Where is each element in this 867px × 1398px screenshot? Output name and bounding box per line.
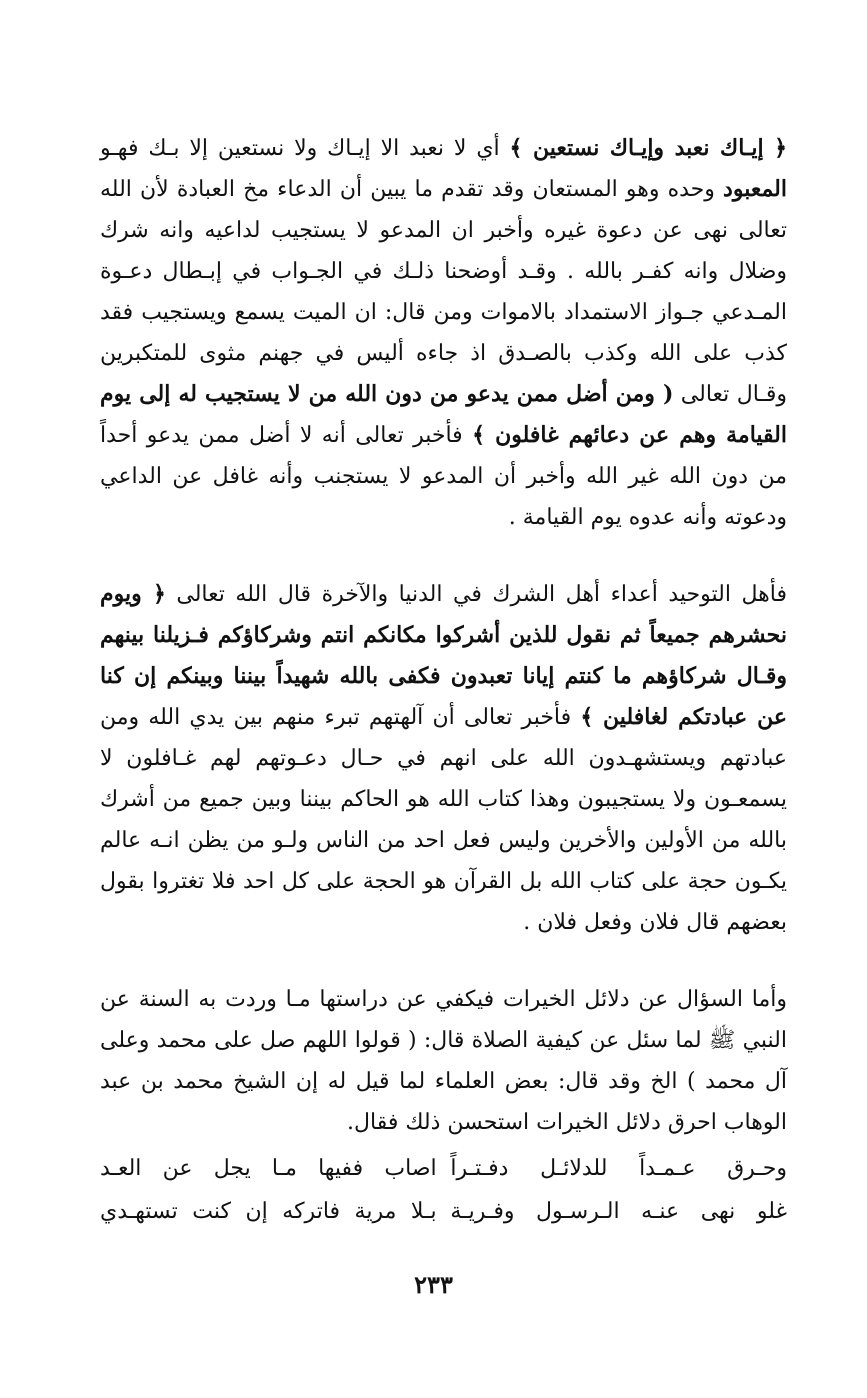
page-number: ٢٣٣: [414, 1270, 453, 1299]
paragraph-3: [100, 979, 787, 1143]
poem-verse: [100, 1190, 787, 1233]
text-span: وأما السؤال عن دلائل الخيرات فيكفي عن دراستها مـا وردت به السنة عن النبي ﷺ لما سئل عن كيفية الصلاة قال: ( قولوا اللهم صل على محمد وعلى آل محمد ) الخ وقد قال: بعض العلماء لما قيل له إن الشيخ محمد بن عبد الوهاب احرق دلائل الخيرات استحسن ذلك فقال.: [100, 987, 787, 1135]
poem-verse: [100, 1147, 787, 1190]
paragraph-2: [100, 574, 787, 943]
verse-first-hemistich: غلو نهى عنـه الـرسـول وفـريـة: [450, 1199, 787, 1224]
quran-quote: ( ومن أضل ممن يدعو من دون الله من لا يستجيب له إلى يوم القيامة وهم عن دعائهم غافلون ﴾: [100, 381, 788, 448]
text-span: فأخبر تعالى أنه لا أضل ممن يدعو أحداً من دون الله غير الله وأخبر أن المدعو لا يستجنب وأنه غافل عن الداعي ودعوته وأنه عدوه يوم القيامة .: [100, 423, 787, 530]
text-span: أي لا نعبد الا إيـاك ولا نستعين إلا بـك فهـو: [100, 136, 510, 161]
verse-second-hemistich: اصاب ففيها مـا يجل عن العـد: [100, 1156, 437, 1181]
paragraph-1: [100, 128, 787, 538]
poem: [100, 1147, 787, 1233]
quran-quote: ﴿ إيـاك نعبد وإيـاك نستعين ﴾: [509, 135, 788, 161]
text-span: وحده وهو المستعان وقد تقدم ما يبين أن الدعاء مخ العبادة لأن الله تعالى نهى عن دعوة غيره وأخبر ان المدعو لا يستجيب لداعيه وانه شرك وضلال وانه كفـر بالله . وقـد أوضحنا ذلـك في الجـواب في إبـطال دعـوة المـدعي جـواز الاستمداد بالاموات ومن قال: ان الميت يسمع ويستجيب فقد كذب على الله وكذب بالصـدق اذ جاءه أليس في جهنم مثوى للمتكبرين وقـال تعالى: [100, 177, 787, 407]
bold-term: المعبود: [723, 176, 787, 202]
quran-quote: ﴿ ويوم نحشرهم جميعاً ثم نقول للذين أشركوا مكانكم انتم وشركاؤكم فـزيلنا بينهم وقـال شركاؤهم ما كنتم إيانا تعبدون فكفى بالله شهيداً بيننا وبينكم إن كنا عن عبادتكم لغافلين ﴾: [100, 581, 787, 730]
text-span: فأهل التوحيد أعداء أهل الشرك في الدنيا والآخرة قال الله تعالى: [165, 582, 787, 607]
verse-first-hemistich: وحـرق عـمـداً للدلائـل دفـتـراً: [450, 1156, 787, 1181]
verse-second-hemistich: بـلا مرية فاتركه إن كنت تستهـدي: [100, 1199, 437, 1224]
text-span: فأخبر تعالى أن آلهتهم تبرء منهم بين يدي الله ومن عبادتهم ويستشهـدون الله على انهم في حـال دعـوتهم لهم غـافلون لا يسمعـون ولا يستجيبون وهذا كتاب الله هو الحاكم بيننا وبين جميع من أشرك بالله من الأولين والأخرين وليس فعل احد من الناس ولـو من يظن انـه عالم يكـون حجة على كتاب الله بل القرآن هو الحجة على كل احد فلا تغتروا بقول بعضهم قال فلان وفعل فلان .: [100, 705, 787, 935]
